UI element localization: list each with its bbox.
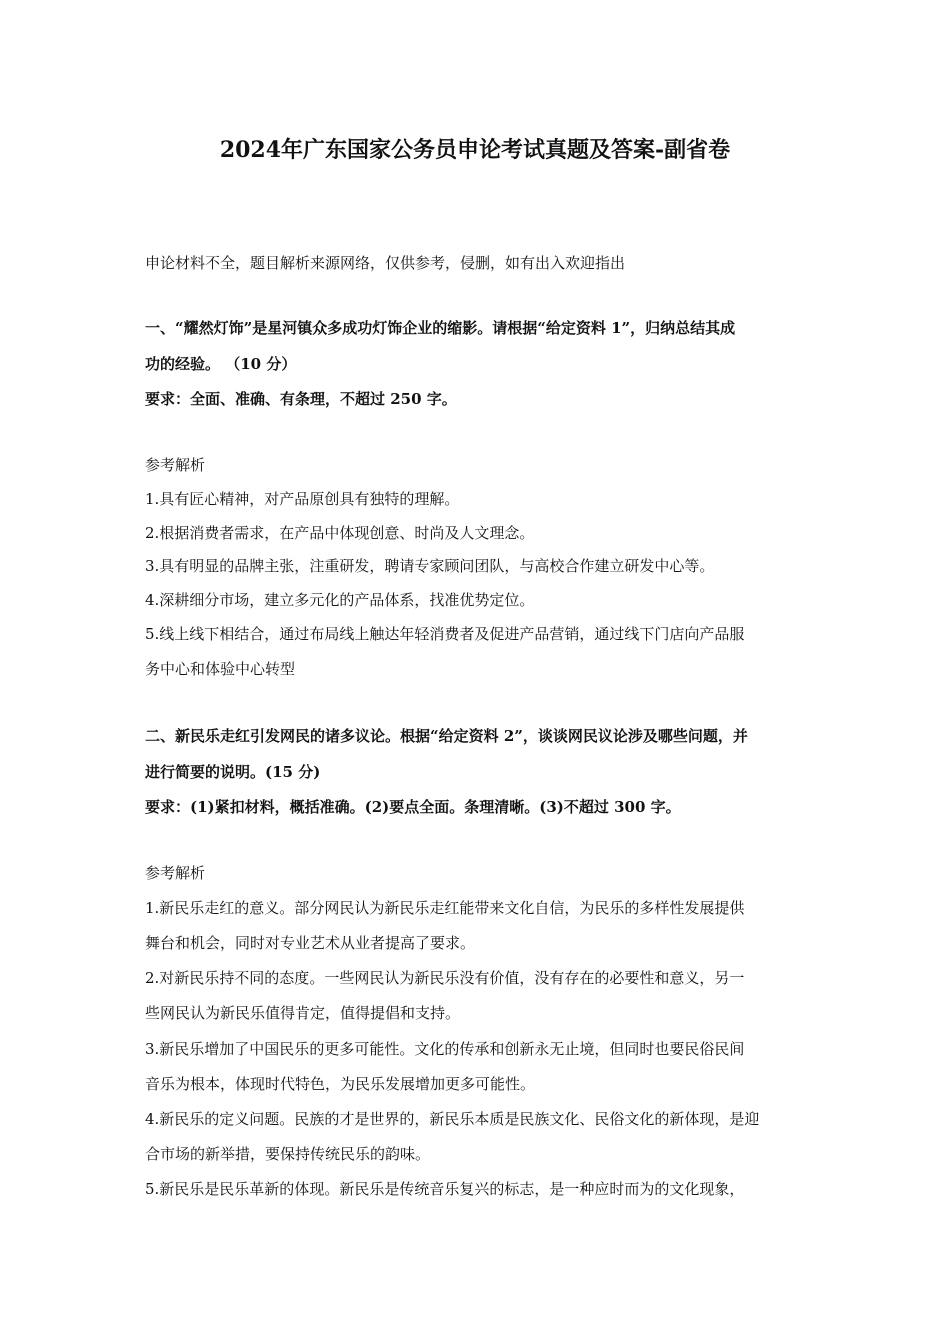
question-1-analysis-label: 参考解析 (145, 456, 206, 474)
question-2-answer-line: 4.新民乐的定义问题。民族的才是世界的，新民乐本质是民族文化、民俗文化的新体现，是迎 (145, 1110, 760, 1128)
question-2-answer-line: 2.对新民乐持不同的态度。一些网民认为新民乐没有价值，没有存在的必要性和意义，另一 (145, 969, 745, 987)
question-1-prompt-line-1: 一、“耀然灯饰”是星河镇众多成功灯饰企业的缩影。请根据“给定资料 1”，归纳总结其成 (145, 319, 736, 337)
question-1-answer-line: 1.具有匠心精神，对产品原创具有独特的理解。 (145, 490, 460, 508)
question-1-answer-line: 2.根据消费者需求，在产品中体现创意、时尚及人文理念。 (145, 524, 535, 542)
question-1-prompt-line-2: 功的经验。 （10 分） (145, 355, 297, 373)
question-2-requirement: 要求：(1)紧扣材料，概括准确。(2)要点全面。条理清晰。(3)不超过 300 字。 (145, 798, 681, 816)
question-1-answer-line: 3.具有明显的品牌主张，注重研发，聘请专家顾问团队，与高校合作建立研发中心等。 (145, 557, 715, 575)
question-1-requirement: 要求：全面、准确、有条理，不超过 250 字。 (145, 390, 457, 408)
question-2-answer-line: 音乐为根本，体现时代特色，为民乐发展增加更多可能性。 (145, 1075, 536, 1093)
question-2-analysis-label: 参考解析 (145, 864, 206, 882)
question-1-answer-line: 4.深耕细分市场，建立多元化的产品体系，找准优势定位。 (145, 591, 535, 609)
question-2-answer-line: 舞台和机会，同时对专业艺术从业者提高了要求。 (145, 934, 476, 952)
question-2-answer-line: 些网民认为新民乐值得肯定，值得提倡和支持。 (145, 1004, 461, 1022)
document-title: 2024年广东国家公务员申论考试真题及答案-副省卷 (219, 137, 731, 163)
question-2-answer-line: 合市场的新举措，要保持传统民乐的韵味。 (145, 1145, 431, 1163)
question-2-answer-line: 5.新民乐是民乐革新的体现。新民乐是传统音乐复兴的标志，是一种应时而为的文化现象， (145, 1180, 745, 1198)
disclaimer-text: 申论材料不全，题目解析来源网络，仅供参考，侵删，如有出入欢迎指出 (145, 254, 626, 272)
question-1-answer-line: 务中心和体验中心转型 (145, 660, 296, 678)
question-2-prompt-line-2: 进行简要的说明。(15 分) (145, 763, 321, 781)
question-2-prompt-line-1: 二、新民乐走红引发网民的诸多议论。根据“给定资料 2”，谈谈网民议论涉及哪些问题，并 (145, 727, 748, 745)
question-2-answer-line: 1.新民乐走红的意义。部分网民认为新民乐走红能带来文化自信，为民乐的多样性发展提供 (145, 899, 745, 917)
question-1-answer-line: 5.线上线下相结合，通过布局线上触达年轻消费者及促进产品营销，通过线下门店向产品服 (145, 625, 745, 643)
question-2-answer-line: 3.新民乐增加了中国民乐的更多可能性。文化的传承和创新永无止境，但同时也要民俗民间 (145, 1040, 745, 1058)
